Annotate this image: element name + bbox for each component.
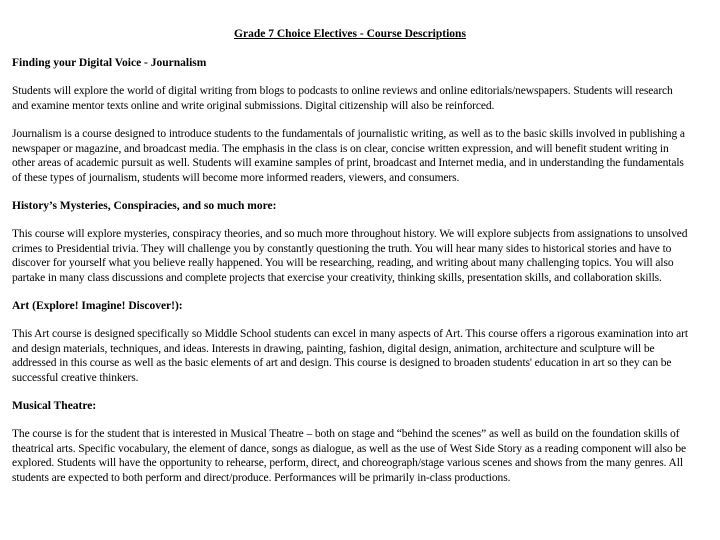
section-heading: History’s Mysteries, Conspiracies, and so much more: [12, 200, 277, 212]
section-heading: Finding your Digital Voice - Journalism [12, 57, 207, 69]
section-paragraph: Journalism is a course designed to introduce students to the fundamentals of journalistic writing, as well as to the basic skills involved in publishing a newspaper or magazine, and broadcast media. The emphasis in the class is on clear, concise written expression, and will benefit student writing in other areas of academic pursuit as well. Students will examine samples of print, broadcast and Internet media, and in understanding the fundamentals of these types of journalism, students will become more informed readers, viewers, and consumers. [12, 128, 685, 184]
section-heading: Musical Theatre: [12, 400, 97, 412]
document-title: Grade 7 Choice Electives - Course Descriptions [234, 28, 466, 40]
section-paragraph: Students will explore the world of digital writing from blogs to podcasts to online reviews and online editorials/newspapers. Students will research and examine mentor texts online and write original submissions. Digital citizenship will also be reinforced. [12, 85, 673, 112]
section-heading: Art (Explore! Imagine! Discover!): [12, 300, 183, 312]
section-art [12, 299, 688, 385]
section-paragraph: The course is for the student that is interested in Musical Theatre – both on stage and “behind the scenes” as well as build on the foundation skills of theatrical arts. Specific vocabulary, the element of dance, songs as dialogue, as well as the use of West Side Story as a reading component will also be explored. Students will have the opportunity to rehearse, perform, direct, and choreograph/stage various scenes and shows from the many genres. All students are expected to both perform and direct/produce. Performances will be primarily in-class productions. [12, 428, 686, 484]
section-musical-theatre [12, 399, 688, 485]
section-paragraph: This Art course is designed specifically so Middle School students can excel in many aspects of Art. This course offers a rigorous examination into art and design materials, techniques, and ideas. Interests in drawing, painting, fashion, digital design, animation, architecture and sculpture will be addressed in this course as well as the basic elements of art and design. This course is designed to broaden students' education in art so they can be successful creative thinkers. [12, 328, 688, 384]
section-history-mysteries [12, 199, 688, 285]
section-paragraph: This course will explore mysteries, conspiracy theories, and so much more throughout history. We will explore subjects from assignations to unsolved crimes to Presidential trivia. They will challenge you by constantly questioning the truth. You will hear many sides to historical stories and have to discover for yourself what you believe really happened. You will be researching, reading, and writing about many challenging topics. You will also partake in many class discussions and complete projects that exercise your creativity, thinking skills, presentation skills, and collaboration skills. [12, 228, 688, 284]
section-journalism [12, 56, 688, 185]
document-page [12, 27, 688, 499]
